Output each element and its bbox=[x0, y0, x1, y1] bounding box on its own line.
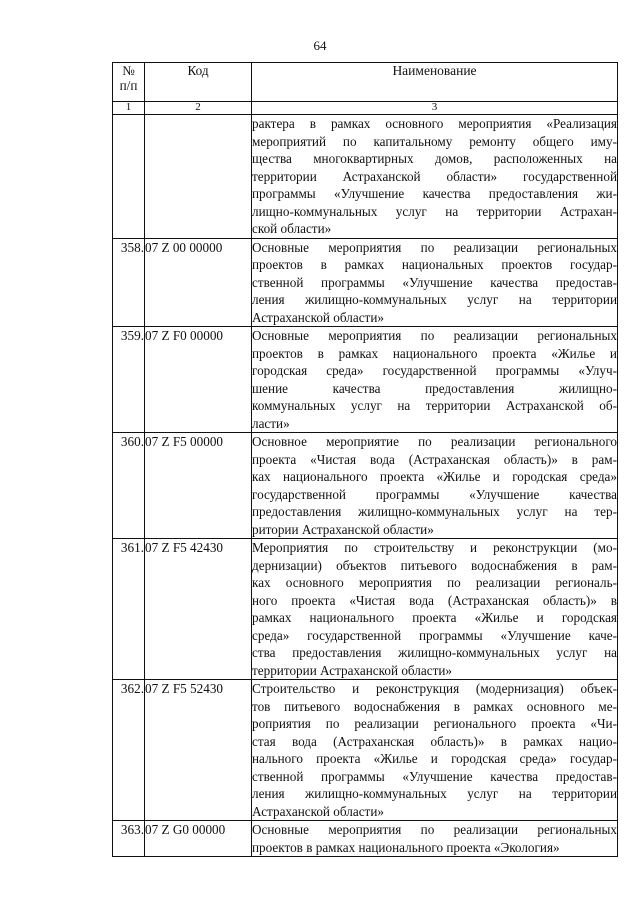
row-name bbox=[252, 680, 618, 821]
row-name bbox=[252, 821, 618, 857]
row-code: 07 Z 00 00000 bbox=[145, 238, 252, 327]
row-code bbox=[145, 115, 252, 239]
row-name-line: щества многоквартирных домов, расположенных на bbox=[252, 151, 617, 166]
column-numbers-row bbox=[113, 102, 618, 115]
page-number: 64 bbox=[313, 38, 327, 53]
row-name-line: ках основного мероприятия по реализации региональ- bbox=[252, 575, 617, 590]
row-name-line: ственной программы «Улучшение качества предостав- bbox=[252, 768, 617, 784]
row-number: 358. bbox=[113, 238, 145, 327]
row-name-line: Строительство и реконструкция (модернизация) объек- bbox=[252, 681, 617, 696]
row-name-line: Мероприятия по строительству и реконструкции (мо- bbox=[252, 540, 617, 555]
row-name bbox=[252, 327, 618, 433]
header-code: Код bbox=[145, 63, 252, 102]
row-name-line: рактера в рамках основного мероприятия «Реализация bbox=[252, 116, 617, 131]
table-row bbox=[113, 115, 618, 239]
row-name bbox=[252, 238, 618, 327]
header-num-line-2: п/п bbox=[119, 78, 138, 93]
row-name-line: Основные мероприятия по реализации региональных bbox=[252, 328, 617, 343]
row-number: 360. bbox=[113, 433, 145, 539]
header-num-line-1: № bbox=[122, 63, 135, 78]
row-name-line: ритории Астраханской области» bbox=[252, 521, 434, 537]
row-code: 07 Z G0 00000 bbox=[145, 821, 252, 857]
table-row bbox=[113, 433, 618, 539]
row-name-line: Основное мероприятие по реализации регионального bbox=[252, 434, 617, 449]
row-name-line: ления жилищно-коммунальных услуг на территории bbox=[252, 786, 617, 801]
row-name-line: ской области» bbox=[252, 221, 332, 236]
row-name-line: Астраханской области» bbox=[252, 803, 384, 819]
table-row bbox=[113, 327, 618, 433]
classification-table bbox=[112, 62, 618, 857]
header-name: Наименование bbox=[252, 63, 618, 102]
row-name-line: городская среда» государственной программы «Улуч- bbox=[252, 363, 617, 378]
row-name-line: проектов в рамках национального проекта «Экология» bbox=[252, 839, 560, 855]
column-number-3: 3 bbox=[252, 102, 618, 115]
row-name-line: государственной программы «Улучшение качества bbox=[252, 486, 617, 502]
row-name-line: стая вода (Астраханская область)» в рамках нацио- bbox=[252, 733, 617, 749]
table-row bbox=[113, 539, 618, 680]
row-name-line: ласти» bbox=[252, 415, 290, 431]
row-name-line: ства предоставления жилищно-коммунальных услуг на bbox=[252, 645, 617, 660]
row-name-line: проекта «Чистая вода (Астраханская область)» в рам- bbox=[252, 451, 617, 467]
row-name-line: территории Астраханской области» bbox=[252, 662, 453, 678]
row-code: 07 Z F0 00000 bbox=[145, 327, 252, 433]
row-code: 07 Z F5 42430 bbox=[145, 539, 252, 680]
row-name-line: предоставления жилищно-коммунальных услуг на тер- bbox=[252, 504, 617, 519]
column-number-2: 2 bbox=[145, 102, 252, 115]
table-row bbox=[113, 238, 618, 327]
row-number: 363. bbox=[113, 821, 145, 857]
row-name-line: роприятия по реализации регионального проекта «Чи- bbox=[252, 716, 617, 731]
row-name-line: проектов в рамках национального проекта «Жилье и bbox=[252, 345, 617, 361]
row-code: 07 Z F5 00000 bbox=[145, 433, 252, 539]
row-name-line: дернизации) объектов питьевого водоснабжения в рам- bbox=[252, 557, 617, 573]
row-name bbox=[252, 539, 618, 680]
table-row bbox=[113, 680, 618, 821]
row-name bbox=[252, 115, 618, 239]
row-name-line: проектов в рамках национальных проектов государ- bbox=[252, 257, 617, 272]
row-number bbox=[113, 115, 145, 239]
row-name-line: тов питьевого водоснабжения в рамках основного ме- bbox=[252, 698, 617, 714]
table-body bbox=[113, 115, 618, 857]
row-name-line: лищно-коммунальных услуг на территории Астрахан- bbox=[252, 203, 617, 219]
table-header-row bbox=[113, 63, 618, 102]
row-name-line: ках национального проекта «Жилье и городская среда» bbox=[252, 469, 617, 484]
row-name-line: территории Астраханской области» государственной bbox=[252, 168, 617, 184]
row-name-line: шение качества предоставления жилищно- bbox=[252, 380, 617, 396]
row-name-line: Астраханской области» bbox=[252, 309, 384, 325]
row-name-line: Основные мероприятия по реализации региональных bbox=[252, 239, 617, 255]
row-name-line: мероприятий по капитальному ремонту общего иму- bbox=[252, 133, 617, 149]
row-name-line: рамках национального проекта «Жилье и городская bbox=[252, 610, 617, 625]
row-name-line: коммунальных услуг на территории Астраханской об- bbox=[252, 398, 617, 413]
row-number: 362. bbox=[113, 680, 145, 821]
table-row bbox=[113, 821, 618, 857]
header-num bbox=[113, 63, 145, 102]
row-name-line: ственной программы «Улучшение качества предостав- bbox=[252, 274, 617, 290]
row-name-line: нального проекта «Жилье и городская среда» государ- bbox=[252, 751, 617, 766]
row-name-line: ления жилищно-коммунальных услуг на территории bbox=[252, 292, 617, 307]
row-name bbox=[252, 433, 618, 539]
row-name-line: программы «Улучшение качества предоставления жи- bbox=[252, 186, 617, 201]
row-name-line: ного проекта «Чистая вода (Астраханская область)» в bbox=[252, 592, 617, 608]
row-name-line: среда» государственной программы «Улучшение каче- bbox=[252, 627, 617, 643]
row-number: 361. bbox=[113, 539, 145, 680]
row-number: 359. bbox=[113, 327, 145, 433]
row-code: 07 Z F5 52430 bbox=[145, 680, 252, 821]
column-number-1: 1 bbox=[113, 102, 145, 115]
row-name-line: Основные мероприятия по реализации региональных bbox=[252, 822, 617, 837]
